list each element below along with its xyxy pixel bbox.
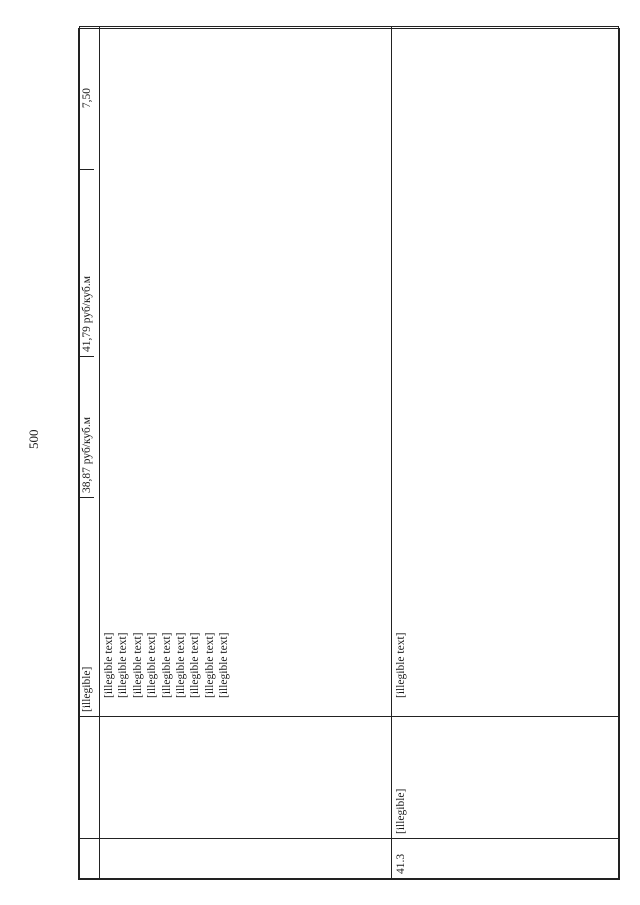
table-row [392,27,619,879]
row-number-cell [80,839,100,879]
table-row [100,27,392,879]
tariff-table [78,28,620,880]
gas-label: [illegible] [80,497,94,716]
tariff-cell [80,27,100,717]
paragraph: [illegible text] [218,632,231,698]
paragraph: [illegible text] [160,632,173,698]
table-grid [79,26,619,879]
paragraph: [illegible text] [131,632,144,698]
municipality-cell [100,717,392,839]
paragraph: [illegible text] [103,632,115,698]
norms-cell [100,27,392,717]
limit-index-cell [392,27,619,717]
paragraph: [illegible text] [117,632,130,698]
table-row [80,27,100,879]
tariff-subcells [80,27,94,716]
growth-value: 7,50 [81,87,93,109]
paragraph: [illegible text] [146,632,159,698]
paragraph: [illegible text] [175,632,188,698]
price-2016: 41,79 руб/куб.м [80,169,94,356]
paragraph: [illegible text] [203,632,216,698]
row-number-cell: 41.3 [392,839,619,879]
municipality-cell [80,717,100,839]
municipality-cell: [illegible] [392,717,619,839]
page-number: 500 [26,429,41,449]
row-number-cell [100,839,392,879]
price-2015: 38,87 руб/куб.м [80,356,94,497]
paragraph: [illegible text] [189,632,202,698]
paragraph: [illegible text] [395,632,407,698]
